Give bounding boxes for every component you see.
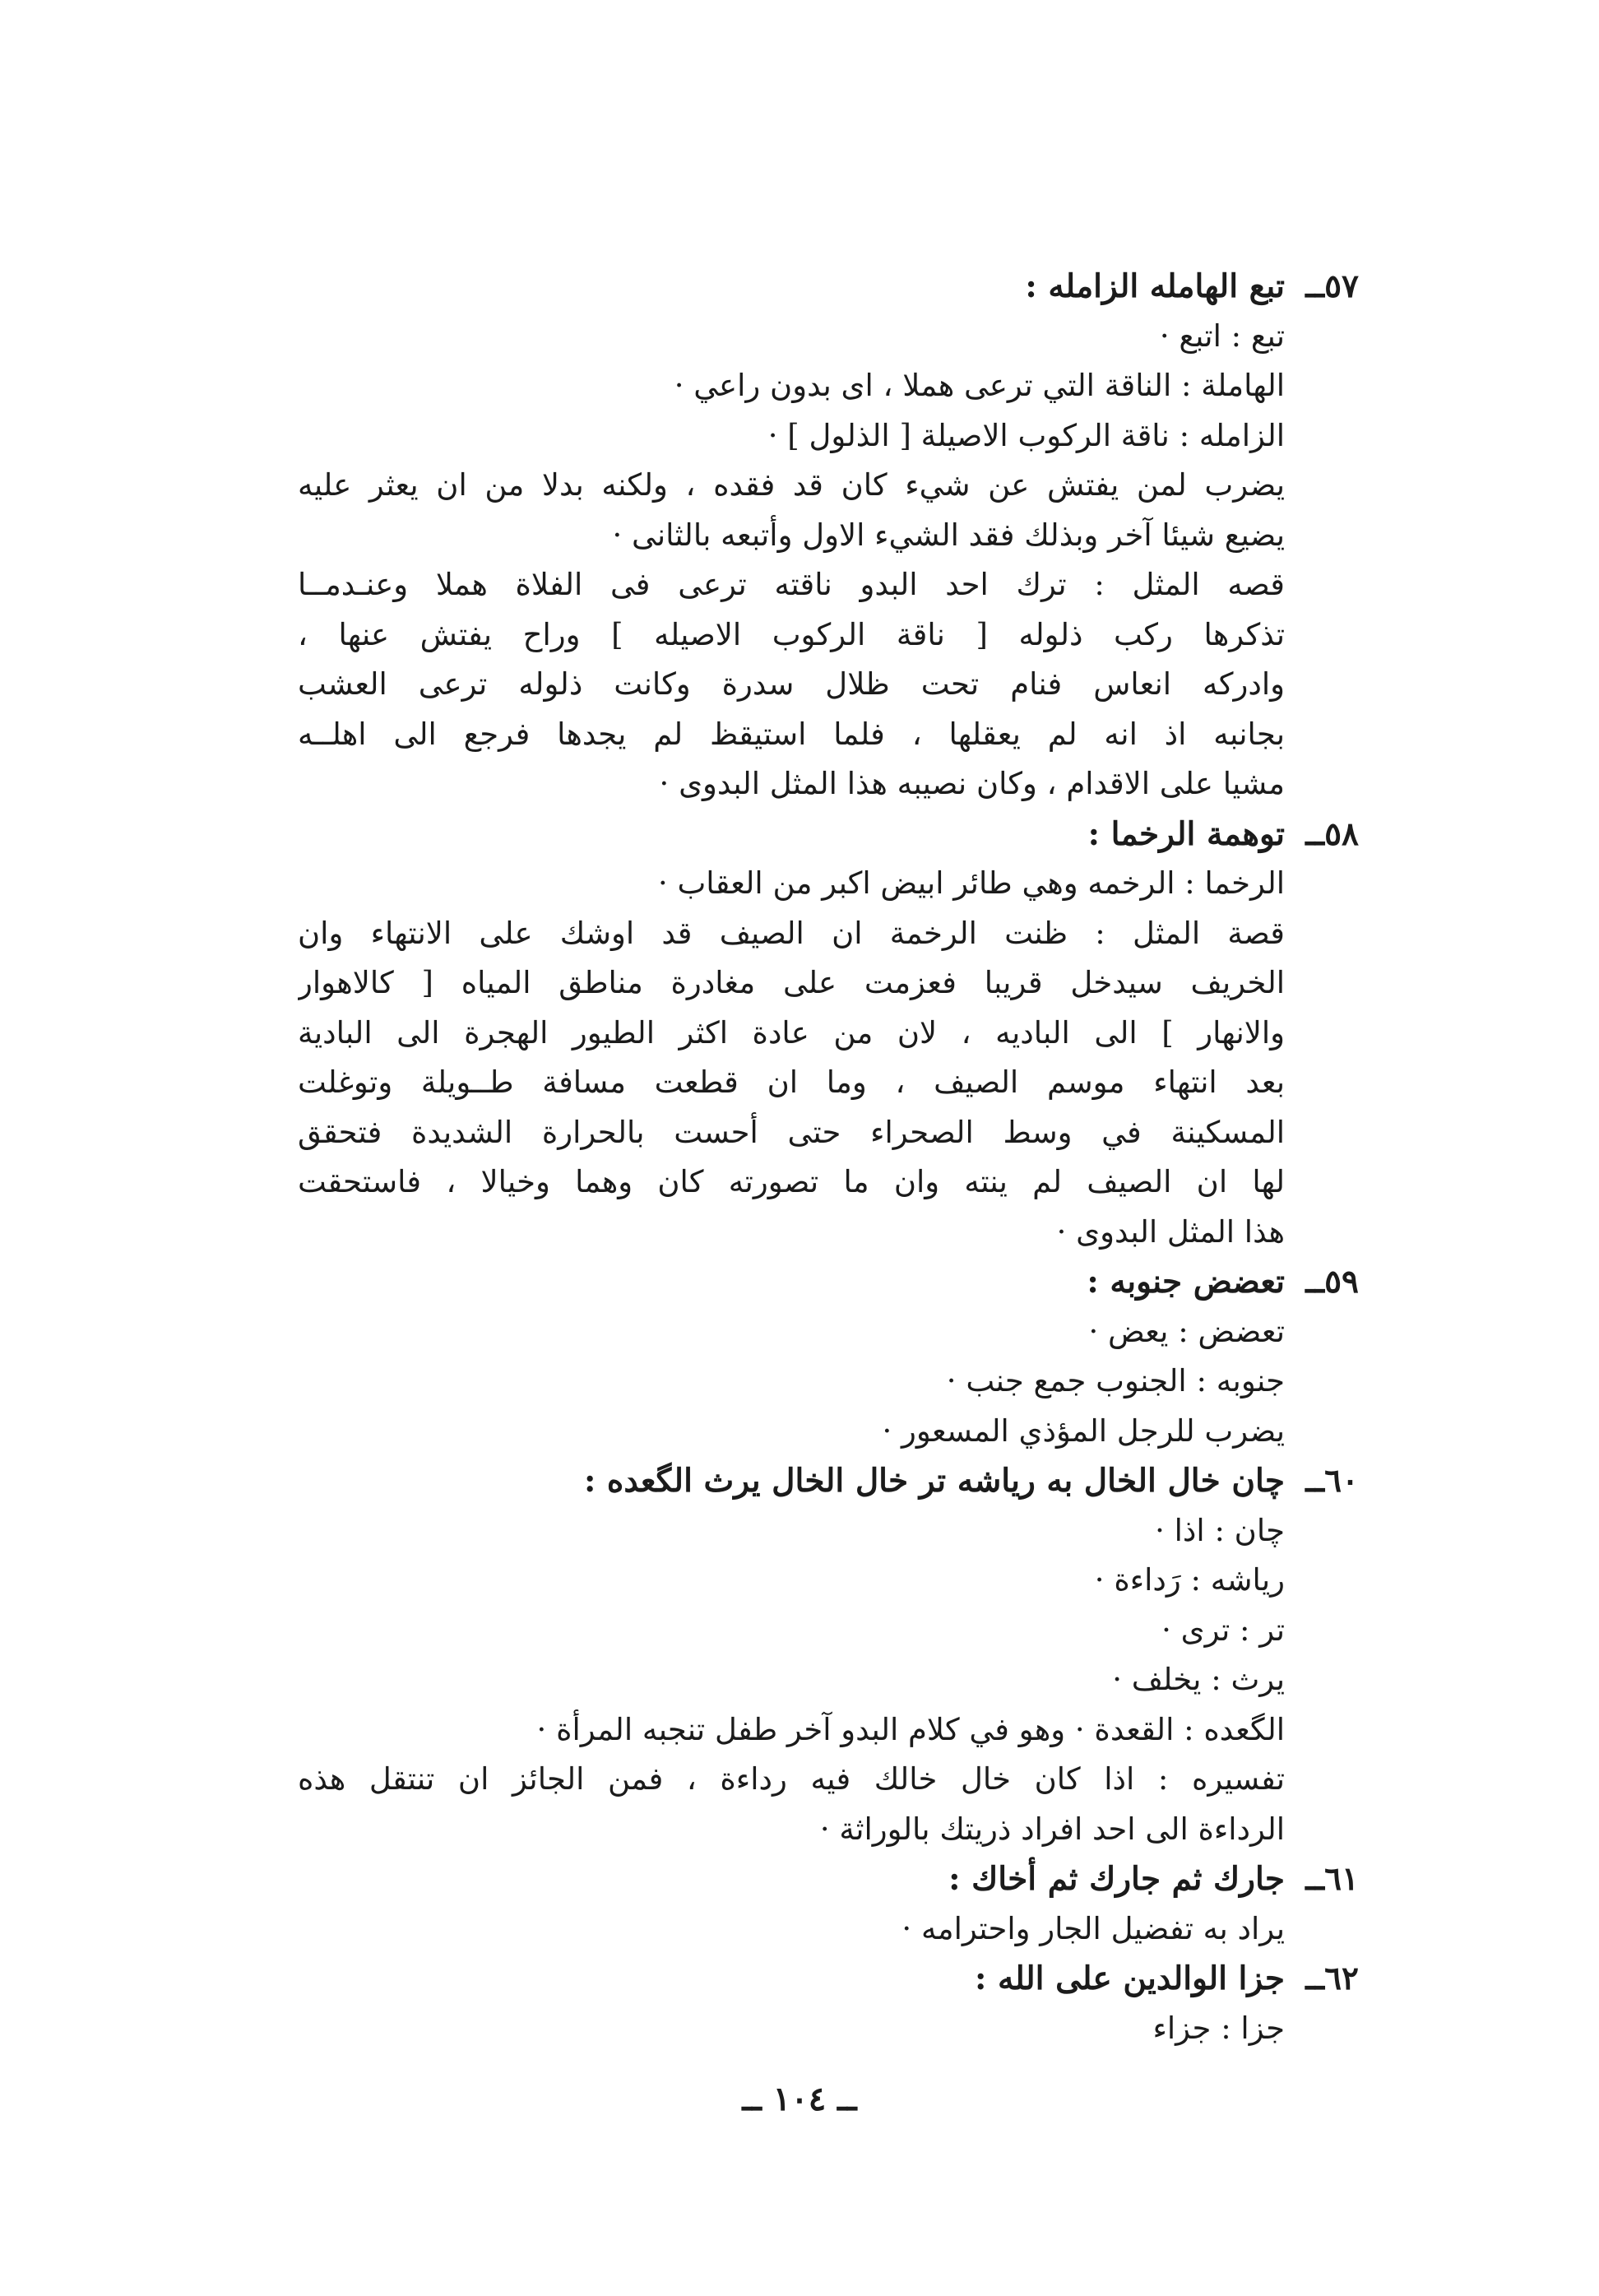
proverb-number: ٦٠ــ: [1305, 1462, 1359, 1500]
page-content: [298, 262, 1359, 2053]
text-line: تفسيره : اذا كان خال خالك فيه رداءة ، فمن الجائز ان تنتقل هذه: [298, 1761, 1285, 1797]
proverb-title: جارك ثم جارك ثم أخاك :: [948, 1860, 1285, 1898]
text-line: هذا المثل البدوى ·: [1056, 1213, 1285, 1250]
text-line: قصة المثل : ظنت الرخمة ان الصيف قد اوشك على الانتهاء وان: [298, 915, 1285, 951]
proverb-title: تعضض جنوبه :: [1087, 1263, 1285, 1301]
proverb-title: چان خال الخال به رياشه تر خال الخال يرث الگعده :: [583, 1462, 1285, 1500]
proverb-heading: [298, 262, 1359, 312]
text-line: الهاملة : الناقة التي ترعى هملا ، اى بدون راعي ·: [674, 368, 1285, 403]
text-line: چان : اذا ·: [1155, 1512, 1285, 1548]
proverb-entry: [298, 262, 1359, 809]
text-line: الزامله : ناقة الركوب الاصيلة [ الذلول ] ·: [767, 417, 1285, 453]
text-line: جزا : جزاء: [1152, 2010, 1285, 2046]
proverb-body: [298, 1307, 1359, 1457]
text-line: يراد به تفضيل الجار واحترامه ·: [901, 1910, 1285, 1946]
proverb-entry: [298, 1854, 1359, 1954]
proverb-body: [298, 2004, 1359, 2054]
proverb-title: تبع الهامله الزامله :: [1025, 267, 1285, 305]
proverb-heading: [298, 1257, 1359, 1307]
text-line: بجانبه اذ انه لم يعقلها ، فلما استيقظ لم يجدها فرجع الى اهلــه: [298, 716, 1285, 752]
proverb-entry: [298, 1456, 1359, 1854]
proverb-heading: [298, 1854, 1359, 1904]
text-line: تبع : اتبع ·: [1159, 318, 1285, 354]
proverb-body: [298, 1506, 1359, 1855]
text-line: جنوبه : الجنوب جمع جنب ·: [946, 1363, 1285, 1398]
text-line: الرداءة الى احد افراد ذريتك بالوراثة ·: [819, 1811, 1285, 1847]
proverb-number: ٥٩ــ: [1305, 1263, 1359, 1301]
text-line: يضرب للرجل المؤذي المسعور ·: [882, 1412, 1285, 1449]
proverb-heading: [298, 1954, 1359, 2004]
proverb-number: ٦٢ــ: [1305, 1960, 1359, 1997]
proverb-entry: [298, 1954, 1359, 2053]
text-line: وادركه انعاس فنام تحت ظلال سدرة وكانت ذلوله ترعى العشب: [298, 666, 1285, 702]
proverb-body: [298, 312, 1359, 809]
proverb-entry: [298, 1257, 1359, 1456]
text-line: الرخما : الرخمه وهي طائر ابيض اكبر من العقاب ·: [657, 865, 1285, 901]
page-number: ــ ١٠٤ ــ: [742, 2080, 857, 2118]
text-line: تذكرها ركب ذلوله [ ناقة الركوب الاصيله ] وراح يفتش عنها ،: [298, 616, 1285, 652]
text-line: يضرب لمن يفتش عن شيء كان قد فقده ، ولكنه بدلا من ان يعثر عليه: [298, 467, 1285, 503]
text-line: يرث : يخلف ·: [1112, 1662, 1285, 1697]
proverb-entry: [298, 809, 1359, 1258]
proverb-number: ٥٧ــ: [1305, 267, 1359, 305]
text-line: بعد انتهاء موسم الصيف ، وما ان قطعت مسافة طــويلة وتوغلت: [298, 1065, 1285, 1100]
text-line: الخريف سيدخل قريبا فعزمت على مغادرة مناطق المياه [ كالاهوار: [298, 965, 1285, 1000]
text-line: المسكينة في وسط الصحراء حتى أحست بالحرارة الشديدة فتحقق: [298, 1114, 1285, 1150]
text-line: رياشه : رَداءة ·: [1094, 1562, 1285, 1598]
proverb-body: [298, 859, 1359, 1257]
text-line: قصه المثل : ترك احد البدو ناقته ترعى فى الفلاة هملا وعنـدمــا: [298, 567, 1285, 602]
proverb-number: ٦١ــ: [1305, 1860, 1359, 1898]
proverb-title: جزا الوالدين على الله :: [975, 1960, 1285, 1997]
text-line: تعضض : يعض ·: [1088, 1313, 1285, 1349]
proverb-heading: [298, 809, 1359, 860]
proverb-body: [298, 1904, 1359, 1955]
text-line: يضيع شيئا آخر وبذلك فقد الشيء الاول وأتبعه بالثانى ·: [612, 517, 1285, 553]
proverb-number: ٥٨ــ: [1305, 814, 1359, 853]
proverb-heading: [298, 1456, 1359, 1506]
text-line: الگعده : القعدة · وهو في كلام البدو آخر طفل تنجبه المرأة ·: [536, 1711, 1285, 1747]
text-line: مشيا على الاقدام ، وكان نصيبه هذا المثل البدوى ·: [659, 766, 1285, 801]
proverb-title: توهمة الرخما :: [1087, 814, 1285, 853]
text-line: لها ان الصيف لم ينته وان ما تصورته كان وهما وخيالا ، فاستحقت: [298, 1164, 1285, 1199]
text-line: والانهار ] الى الباديه ، لان من عادة اكثر الطيور الهجرة الى البادية: [298, 1014, 1285, 1051]
text-line: تر : ترى ·: [1161, 1612, 1285, 1648]
